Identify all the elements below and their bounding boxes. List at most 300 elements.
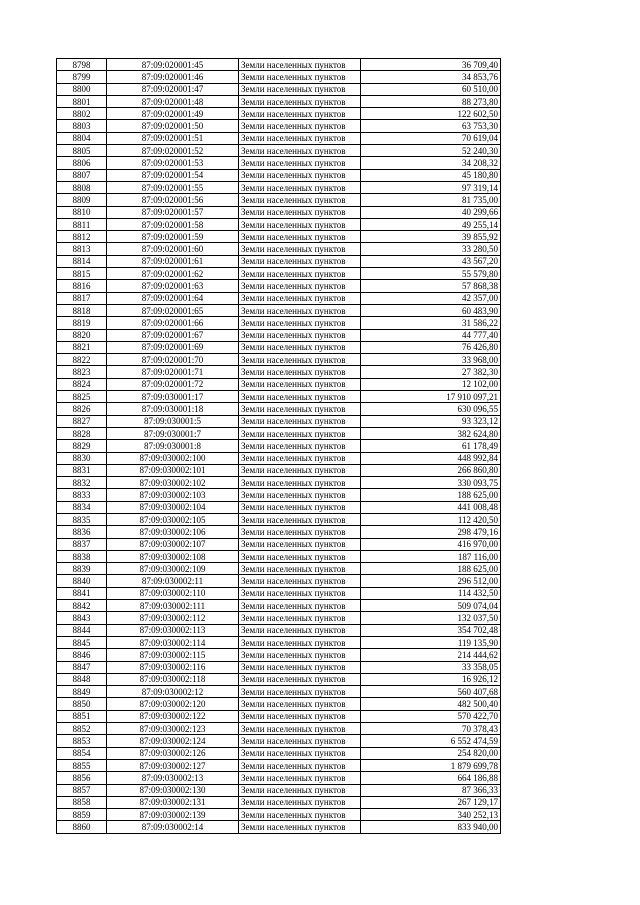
cadastral-value-cell: 132 037,50 (361, 612, 501, 624)
row-number-cell: 8839 (57, 563, 107, 575)
row-number-cell: 8859 (57, 809, 107, 821)
cadastral-number-cell: 87:09:030002:118 (107, 673, 239, 685)
land-category-cell: Земли населенных пунктов (239, 440, 361, 452)
land-category-cell: Земли населенных пунктов (239, 526, 361, 538)
cadastral-number-cell: 87:09:020001:50 (107, 120, 239, 132)
cadastral-number-cell: 87:09:020001:62 (107, 268, 239, 280)
row-number-cell: 8809 (57, 194, 107, 206)
row-number-cell: 8813 (57, 243, 107, 255)
row-number-cell: 8848 (57, 673, 107, 685)
table-row (57, 698, 501, 710)
row-number-cell: 8821 (57, 341, 107, 353)
cadastral-value-cell: 267 129,17 (361, 796, 501, 808)
cadastral-number-cell: 87:09:030002:109 (107, 563, 239, 575)
row-number-cell: 8850 (57, 698, 107, 710)
cadastral-number-cell: 87:09:020001:54 (107, 169, 239, 181)
land-category-cell: Земли населенных пунктов (239, 477, 361, 489)
cadastral-value-cell: 88 273,80 (361, 95, 501, 107)
table-row (57, 686, 501, 698)
table-row (57, 354, 501, 366)
cadastral-number-cell: 87:09:020001:64 (107, 292, 239, 304)
cadastral-number-cell: 87:09:030001:8 (107, 440, 239, 452)
table-row (57, 317, 501, 329)
cadastral-value-cell: 330 093,75 (361, 477, 501, 489)
row-number-cell: 8847 (57, 661, 107, 673)
land-category-cell: Земли населенных пунктов (239, 649, 361, 661)
cadastral-number-cell: 87:09:030002:102 (107, 477, 239, 489)
cadastral-value-cell: 44 777,40 (361, 329, 501, 341)
cadastral-value-cell: 60 483,90 (361, 304, 501, 316)
table-row (57, 304, 501, 316)
cadastral-value-cell: 97 319,14 (361, 181, 501, 193)
table-row (57, 378, 501, 390)
cadastral-number-cell: 87:09:020001:69 (107, 341, 239, 353)
row-number-cell: 8807 (57, 169, 107, 181)
row-number-cell: 8843 (57, 612, 107, 624)
table-row (57, 772, 501, 784)
table-row (57, 59, 501, 71)
row-number-cell: 8846 (57, 649, 107, 661)
table-row (57, 268, 501, 280)
table-row (57, 464, 501, 476)
row-number-cell: 8810 (57, 206, 107, 218)
cadastral-number-cell: 87:09:030001:5 (107, 415, 239, 427)
cadastral-value-cell: 17 910 097,21 (361, 391, 501, 403)
cadastral-value-cell: 57 868,38 (361, 280, 501, 292)
cadastral-number-cell: 87:09:030002:122 (107, 710, 239, 722)
cadastral-number-cell: 87:09:030002:112 (107, 612, 239, 624)
row-number-cell: 8836 (57, 526, 107, 538)
cadastral-value-cell: 16 926,12 (361, 673, 501, 685)
cadastral-value-cell: 39 855,92 (361, 231, 501, 243)
table-row (57, 452, 501, 464)
row-number-cell: 8815 (57, 268, 107, 280)
cadastral-value-cell: 93 323,12 (361, 415, 501, 427)
table-row (57, 427, 501, 439)
cadastral-number-cell: 87:09:030002:130 (107, 784, 239, 796)
cadastral-value-cell: 55 579,80 (361, 268, 501, 280)
table-row (57, 71, 501, 83)
row-number-cell: 8832 (57, 477, 107, 489)
table-row (57, 723, 501, 735)
row-number-cell: 8822 (57, 354, 107, 366)
table-row (57, 796, 501, 808)
cadastral-value-cell: 81 735,00 (361, 194, 501, 206)
land-category-cell: Земли населенных пунктов (239, 735, 361, 747)
table-row (57, 181, 501, 193)
cadastral-number-cell: 87:09:030002:101 (107, 464, 239, 476)
cadastral-value-cell: 298 479,16 (361, 526, 501, 538)
row-number-cell: 8805 (57, 145, 107, 157)
table-row (57, 329, 501, 341)
cadastral-value-cell: 70 619,04 (361, 132, 501, 144)
land-category-cell: Земли населенных пунктов (239, 231, 361, 243)
table-row (57, 206, 501, 218)
row-number-cell: 8798 (57, 59, 107, 71)
row-number-cell: 8828 (57, 427, 107, 439)
land-category-cell: Земли населенных пунктов (239, 194, 361, 206)
cadastral-number-cell: 87:09:020001:70 (107, 354, 239, 366)
row-number-cell: 8816 (57, 280, 107, 292)
cadastral-number-cell: 87:09:020001:45 (107, 59, 239, 71)
row-number-cell: 8858 (57, 796, 107, 808)
land-category-cell: Земли населенных пунктов (239, 661, 361, 673)
cadastral-value-cell: 416 970,00 (361, 538, 501, 550)
land-category-cell: Земли населенных пунктов (239, 784, 361, 796)
land-category-cell: Земли населенных пунктов (239, 464, 361, 476)
cadastral-number-cell: 87:09:030002:127 (107, 759, 239, 771)
table-row (57, 403, 501, 415)
cadastral-number-cell: 87:09:020001:56 (107, 194, 239, 206)
table-row (57, 157, 501, 169)
cadastral-number-cell: 87:09:020001:63 (107, 280, 239, 292)
table-row (57, 255, 501, 267)
cadastral-value-cell: 570 422,70 (361, 710, 501, 722)
row-number-cell: 8799 (57, 71, 107, 83)
cadastral-number-cell: 87:09:020001:57 (107, 206, 239, 218)
table-row (57, 415, 501, 427)
row-number-cell: 8845 (57, 636, 107, 648)
cadastral-value-cell: 63 753,30 (361, 120, 501, 132)
cadastral-value-cell: 33 280,50 (361, 243, 501, 255)
land-category-cell: Земли населенных пунктов (239, 292, 361, 304)
cadastral-number-cell: 87:09:020001:65 (107, 304, 239, 316)
cadastral-number-cell: 87:09:020001:59 (107, 231, 239, 243)
row-number-cell: 8840 (57, 575, 107, 587)
cadastral-value-cell: 33 968,00 (361, 354, 501, 366)
row-number-cell: 8800 (57, 83, 107, 95)
table-row (57, 550, 501, 562)
land-category-cell: Земли населенных пунктов (239, 587, 361, 599)
row-number-cell: 8835 (57, 513, 107, 525)
table-row (57, 366, 501, 378)
table-row (57, 809, 501, 821)
row-number-cell: 8833 (57, 489, 107, 501)
table-row (57, 600, 501, 612)
cadastral-value-cell: 188 625,00 (361, 563, 501, 575)
table-row (57, 95, 501, 107)
table-row (57, 501, 501, 513)
cadastral-value-cell: 40 299,66 (361, 206, 501, 218)
cadastral-value-cell: 45 180,80 (361, 169, 501, 181)
land-category-cell: Земли населенных пунктов (239, 59, 361, 71)
land-category-cell: Земли населенных пунктов (239, 145, 361, 157)
row-number-cell: 8803 (57, 120, 107, 132)
table-row (57, 83, 501, 95)
land-category-cell: Земли населенных пунктов (239, 83, 361, 95)
land-category-cell: Земли населенных пунктов (239, 415, 361, 427)
cadastral-number-cell: 87:09:030001:17 (107, 391, 239, 403)
row-number-cell: 8826 (57, 403, 107, 415)
land-category-cell: Земли населенных пунктов (239, 452, 361, 464)
cadastral-number-cell: 87:09:020001:48 (107, 95, 239, 107)
table-row (57, 649, 501, 661)
row-number-cell: 8812 (57, 231, 107, 243)
land-category-cell: Земли населенных пунктов (239, 686, 361, 698)
cadastral-number-cell: 87:09:020001:60 (107, 243, 239, 255)
row-number-cell: 8819 (57, 317, 107, 329)
land-category-cell: Земли населенных пунктов (239, 612, 361, 624)
land-category-cell: Земли населенных пунктов (239, 501, 361, 513)
row-number-cell: 8842 (57, 600, 107, 612)
cadastral-number-cell: 87:09:030002:106 (107, 526, 239, 538)
cadastral-value-cell: 70 378,43 (361, 723, 501, 735)
cadastral-value-cell: 214 444,62 (361, 649, 501, 661)
cadastral-number-cell: 87:09:030002:105 (107, 513, 239, 525)
row-number-cell: 8830 (57, 452, 107, 464)
cadastral-number-cell: 87:09:030002:12 (107, 686, 239, 698)
cadastral-value-cell: 6 552 474,59 (361, 735, 501, 747)
land-category-cell: Земли населенных пунктов (239, 354, 361, 366)
cadastral-number-cell: 87:09:030002:131 (107, 796, 239, 808)
cadastral-number-cell: 87:09:030002:107 (107, 538, 239, 550)
row-number-cell: 8806 (57, 157, 107, 169)
row-number-cell: 8802 (57, 108, 107, 120)
cadastral-number-cell: 87:09:020001:52 (107, 145, 239, 157)
cadastral-value-cell: 76 426,80 (361, 341, 501, 353)
cadastral-value-cell: 448 992,84 (361, 452, 501, 464)
row-number-cell: 8818 (57, 304, 107, 316)
row-number-cell: 8853 (57, 735, 107, 747)
table-row (57, 563, 501, 575)
land-category-cell: Земли населенных пунктов (239, 723, 361, 735)
land-category-cell: Земли населенных пунктов (239, 169, 361, 181)
row-number-cell: 8827 (57, 415, 107, 427)
cadastral-number-cell: 87:09:030002:123 (107, 723, 239, 735)
cadastral-number-cell: 87:09:030002:108 (107, 550, 239, 562)
cadastral-number-cell: 87:09:030002:139 (107, 809, 239, 821)
table-row (57, 710, 501, 722)
cadastral-value-cell: 187 116,00 (361, 550, 501, 562)
land-category-cell: Земли населенных пунктов (239, 243, 361, 255)
table-row (57, 341, 501, 353)
cadastral-value-cell: 630 096,55 (361, 403, 501, 415)
cadastral-number-cell: 87:09:030002:115 (107, 649, 239, 661)
table-row (57, 120, 501, 132)
cadastral-number-cell: 87:09:020001:51 (107, 132, 239, 144)
table-row (57, 231, 501, 243)
cadastral-value-cell: 188 625,00 (361, 489, 501, 501)
table-row (57, 759, 501, 771)
land-category-cell: Земли населенных пунктов (239, 575, 361, 587)
land-category-cell: Земли населенных пунктов (239, 218, 361, 230)
cadastral-value-cell: 34 208,32 (361, 157, 501, 169)
cadastral-value-cell: 382 624,80 (361, 427, 501, 439)
land-category-cell: Земли населенных пунктов (239, 821, 361, 833)
cadastral-number-cell: 87:09:020001:58 (107, 218, 239, 230)
table-row (57, 169, 501, 181)
row-number-cell: 8844 (57, 624, 107, 636)
land-category-cell: Земли населенных пунктов (239, 710, 361, 722)
row-number-cell: 8841 (57, 587, 107, 599)
table-row (57, 735, 501, 747)
table-body (57, 59, 501, 834)
cadastral-value-cell: 114 432,50 (361, 587, 501, 599)
row-number-cell: 8860 (57, 821, 107, 833)
land-category-cell: Земли населенных пунктов (239, 563, 361, 575)
cadastral-number-cell: 87:09:030002:13 (107, 772, 239, 784)
cadastral-number-cell: 87:09:030002:103 (107, 489, 239, 501)
cadastral-value-cell: 27 382,30 (361, 366, 501, 378)
table-row (57, 489, 501, 501)
table-row (57, 575, 501, 587)
cadastral-number-cell: 87:09:030002:11 (107, 575, 239, 587)
land-category-cell: Земли населенных пунктов (239, 378, 361, 390)
row-number-cell: 8814 (57, 255, 107, 267)
row-number-cell: 8831 (57, 464, 107, 476)
land-category-cell: Земли населенных пунктов (239, 489, 361, 501)
cadastral-number-cell: 87:09:030002:116 (107, 661, 239, 673)
table-row (57, 747, 501, 759)
land-category-cell: Земли населенных пунктов (239, 71, 361, 83)
cadastral-value-cell: 340 252,13 (361, 809, 501, 821)
cadastral-value-cell: 254 820,00 (361, 747, 501, 759)
table-row (57, 661, 501, 673)
table-row (57, 108, 501, 120)
cadastral-number-cell: 87:09:030002:113 (107, 624, 239, 636)
row-number-cell: 8811 (57, 218, 107, 230)
row-number-cell: 8804 (57, 132, 107, 144)
cadastral-value-cell: 49 255,14 (361, 218, 501, 230)
table-row (57, 821, 501, 833)
land-category-cell: Земли населенных пунктов (239, 600, 361, 612)
cadastral-number-cell: 87:09:020001:72 (107, 378, 239, 390)
land-category-cell: Земли населенных пунктов (239, 304, 361, 316)
cadastral-value-cell: 664 186,88 (361, 772, 501, 784)
cadastral-value-cell: 122 602,50 (361, 108, 501, 120)
land-category-cell: Земли населенных пунктов (239, 317, 361, 329)
cadastral-value-cell: 87 366,33 (361, 784, 501, 796)
cadastral-number-cell: 87:09:020001:47 (107, 83, 239, 95)
row-number-cell: 8855 (57, 759, 107, 771)
cadastral-value-cell: 1 879 699,78 (361, 759, 501, 771)
cadastral-value-cell: 482 500,40 (361, 698, 501, 710)
land-category-cell: Земли населенных пунктов (239, 341, 361, 353)
land-category-cell: Земли населенных пунктов (239, 550, 361, 562)
table-row (57, 587, 501, 599)
table-row (57, 624, 501, 636)
land-category-cell: Земли населенных пунктов (239, 206, 361, 218)
cadastral-number-cell: 87:09:030001:7 (107, 427, 239, 439)
land-category-cell: Земли населенных пунктов (239, 268, 361, 280)
cadastral-number-cell: 87:09:030002:110 (107, 587, 239, 599)
land-category-cell: Земли населенных пунктов (239, 95, 361, 107)
row-number-cell: 8825 (57, 391, 107, 403)
table-row (57, 292, 501, 304)
cadastral-number-cell: 87:09:020001:66 (107, 317, 239, 329)
table-row (57, 526, 501, 538)
table-row (57, 280, 501, 292)
land-category-cell: Земли населенных пунктов (239, 698, 361, 710)
cadastral-number-cell: 87:09:030002:114 (107, 636, 239, 648)
row-number-cell: 8824 (57, 378, 107, 390)
cadastral-number-cell: 87:09:020001:71 (107, 366, 239, 378)
land-category-cell: Земли населенных пунктов (239, 366, 361, 378)
cadastral-number-cell: 87:09:030002:120 (107, 698, 239, 710)
cadastral-value-cell: 34 853,76 (361, 71, 501, 83)
cadastral-value-cell: 441 008,48 (361, 501, 501, 513)
table-row (57, 636, 501, 648)
cadastral-number-cell: 87:09:020001:49 (107, 108, 239, 120)
cadastral-value-cell: 12 102,00 (361, 378, 501, 390)
cadastral-value-cell: 36 709,40 (361, 59, 501, 71)
cadastral-number-cell: 87:09:030002:126 (107, 747, 239, 759)
table-row (57, 538, 501, 550)
cadastral-number-cell: 87:09:030002:104 (107, 501, 239, 513)
table-row (57, 194, 501, 206)
cadastral-value-cell: 266 860,80 (361, 464, 501, 476)
land-category-cell: Земли населенных пунктов (239, 427, 361, 439)
row-number-cell: 8829 (57, 440, 107, 452)
row-number-cell: 8801 (57, 95, 107, 107)
land-category-cell: Земли населенных пунктов (239, 759, 361, 771)
land-category-cell: Земли населенных пунктов (239, 747, 361, 759)
land-category-cell: Земли населенных пунктов (239, 280, 361, 292)
table-row (57, 440, 501, 452)
land-category-cell: Земли населенных пунктов (239, 329, 361, 341)
cadastral-number-cell: 87:09:020001:61 (107, 255, 239, 267)
cadastral-value-cell: 42 357,00 (361, 292, 501, 304)
cadastral-value-cell: 61 178,49 (361, 440, 501, 452)
land-category-cell: Земли населенных пунктов (239, 772, 361, 784)
cadastral-number-cell: 87:09:020001:46 (107, 71, 239, 83)
cadastral-value-cell: 43 567,20 (361, 255, 501, 267)
land-category-cell: Земли населенных пунктов (239, 538, 361, 550)
cadastral-value-cell: 509 074,04 (361, 600, 501, 612)
cadastral-number-cell: 87:09:030001:18 (107, 403, 239, 415)
row-number-cell: 8854 (57, 747, 107, 759)
cadastral-value-cell: 296 512,00 (361, 575, 501, 587)
cadastral-value-cell: 33 358,05 (361, 661, 501, 673)
land-category-cell: Земли населенных пунктов (239, 513, 361, 525)
row-number-cell: 8823 (57, 366, 107, 378)
table-row (57, 132, 501, 144)
row-number-cell: 8857 (57, 784, 107, 796)
table-row (57, 145, 501, 157)
land-category-cell: Земли населенных пунктов (239, 809, 361, 821)
table-row (57, 513, 501, 525)
cadastral-value-cell: 119 135,90 (361, 636, 501, 648)
cadastral-value-cell: 833 940,00 (361, 821, 501, 833)
cadastral-value-cell: 560 407,68 (361, 686, 501, 698)
row-number-cell: 8808 (57, 181, 107, 193)
table-row (57, 477, 501, 489)
land-category-cell: Земли населенных пунктов (239, 120, 361, 132)
row-number-cell: 8838 (57, 550, 107, 562)
cadastral-value-cell: 354 702,48 (361, 624, 501, 636)
row-number-cell: 8852 (57, 723, 107, 735)
land-category-cell: Земли населенных пунктов (239, 673, 361, 685)
cadastral-number-cell: 87:09:020001:67 (107, 329, 239, 341)
cadastral-number-cell: 87:09:030002:100 (107, 452, 239, 464)
land-category-cell: Земли населенных пунктов (239, 391, 361, 403)
land-category-cell: Земли населенных пунктов (239, 796, 361, 808)
row-number-cell: 8820 (57, 329, 107, 341)
table-row (57, 612, 501, 624)
row-number-cell: 8856 (57, 772, 107, 784)
cadastral-value-cell: 60 510,00 (361, 83, 501, 95)
land-category-cell: Земли населенных пунктов (239, 636, 361, 648)
table-row (57, 218, 501, 230)
row-number-cell: 8834 (57, 501, 107, 513)
row-number-cell: 8837 (57, 538, 107, 550)
land-category-cell: Земли населенных пунктов (239, 403, 361, 415)
cadastral-number-cell: 87:09:020001:53 (107, 157, 239, 169)
cadastral-number-cell: 87:09:030002:14 (107, 821, 239, 833)
row-number-cell: 8849 (57, 686, 107, 698)
cadastral-number-cell: 87:09:030002:111 (107, 600, 239, 612)
row-number-cell: 8817 (57, 292, 107, 304)
